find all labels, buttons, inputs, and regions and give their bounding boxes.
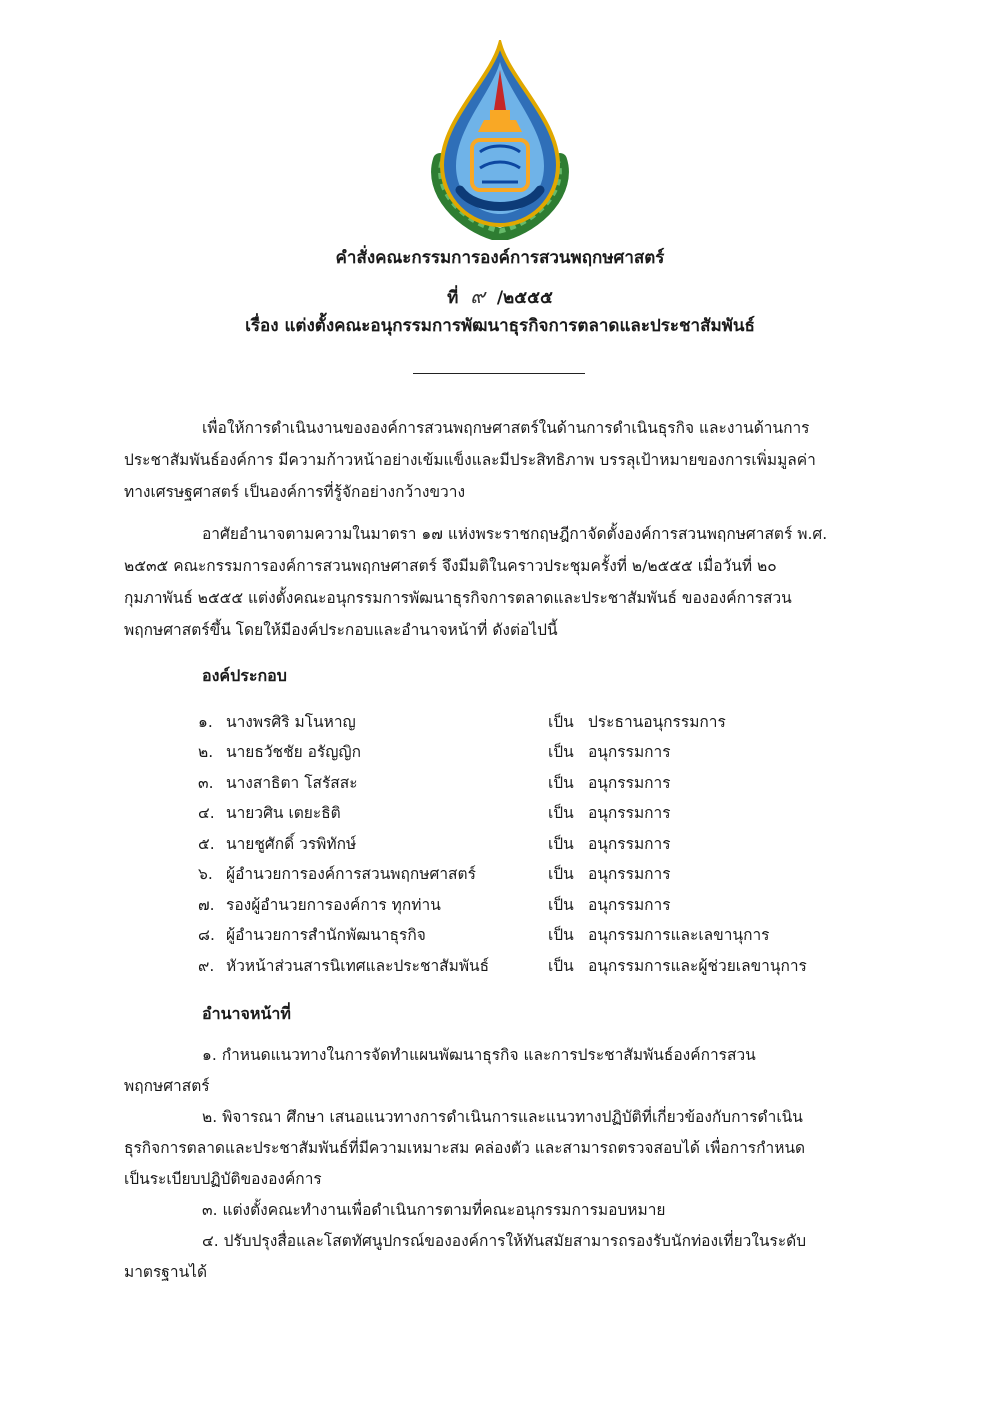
paragraph-line: ประชาสัมพันธ์องค์การ มีความก้าวหน้าอย่างเข้มแข็งและมีประสิทธิภาพ บรรลุเป้าหมายของการเพิ่มมูลค่า [124, 451, 816, 469]
composition-heading: องค์ประกอบ [202, 666, 287, 685]
member-role-prefix: เป็น [548, 804, 574, 823]
member-number: ๒. [198, 743, 214, 762]
member-name: นายวศิน เตยะธิติ [226, 804, 341, 823]
member-row [198, 828, 878, 859]
document-subject: เรื่อง แต่งตั้งคณะอนุกรรมการพัฒนาธุรกิจการตลาดและประชาสัมพันธ์ [245, 316, 755, 336]
member-row [198, 798, 878, 829]
member-role-prefix: เป็น [548, 926, 574, 945]
duty-item [124, 1040, 876, 1102]
member-role-prefix: เป็น [548, 956, 574, 975]
duty-line: ๓. แต่งตั้งคณะทำงานเพื่อดำเนินการตามที่คณะอนุกรรมการมอบหมาย [202, 1201, 666, 1219]
document-title: คำสั่งคณะกรรมการองค์การสวนพฤกษศาสตร์ [335, 248, 665, 268]
duty-item [124, 1195, 876, 1226]
member-row [198, 737, 878, 768]
paragraph-line: ทางเศรษฐศาสตร์ เป็นองค์การที่รู้จักอย่างกว้างขวาง [124, 483, 466, 501]
duties-list [124, 1040, 876, 1288]
member-role: อนุกรรมการ [588, 804, 671, 823]
member-name: นายธวัชชัย อรัญญิก [226, 743, 362, 762]
member-number: ๔. [198, 804, 215, 823]
member-number: ๓. [198, 773, 214, 792]
number-handwritten: ๙ [470, 284, 485, 308]
header-divider [413, 373, 585, 374]
member-number: ๗. [198, 895, 215, 914]
member-role: อนุกรรมการและเลขานุการ [588, 926, 770, 945]
duty-line: ๒. พิจารณา ศึกษา เสนอแนวทางการดำเนินการและแนวทางปฏิบัติที่เกี่ยวข้องกับการดำเนิน [202, 1108, 803, 1126]
member-role: อนุกรรมการ [588, 865, 671, 884]
member-role-prefix: เป็น [548, 712, 574, 731]
member-name: ผู้อำนวยการองค์การสวนพฤกษศาสตร์ [226, 865, 476, 884]
paragraph-line: ๒๕๓๕ คณะกรรมการองค์การสวนพฤกษศาสตร์ จึงมีมติในคราวประชุมครั้งที่ ๒/๒๕๕๕ เมื่อวันที่ ๒๐ [124, 557, 777, 575]
number-prefix: ที่ [447, 288, 459, 308]
member-name: ผู้อำนวยการสำนักพัฒนาธุรกิจ [226, 926, 426, 945]
member-role: อนุกรรมการและผู้ช่วยเลขานุการ [588, 956, 807, 975]
member-row [198, 767, 878, 798]
member-row [198, 889, 878, 920]
member-role: อนุกรรมการ [588, 834, 671, 853]
member-list [198, 706, 878, 981]
member-role-prefix: เป็น [548, 773, 574, 792]
number-suffix: /๒๕๕๕ [496, 288, 553, 308]
duty-line: ธุรกิจการตลาดและประชาสัมพันธ์ที่มีความเหมาะสม คล่องตัว และสามารถตรวจสอบได้ เพื่อการกำหนด [124, 1139, 806, 1157]
member-row [198, 859, 878, 890]
member-role: ประธานอนุกรรมการ [588, 712, 726, 731]
paragraph-line: พฤกษศาสตร์ขึ้น โดยให้มีองค์ประกอบและอำนาจหน้าที่ ดังต่อไปนี้ [124, 621, 558, 639]
duty-line: เป็นระเบียบปฏิบัติขององค์การ [124, 1170, 322, 1188]
member-role-prefix: เป็น [548, 743, 574, 762]
member-role: อนุกรรมการ [588, 743, 671, 762]
member-number: ๘. [198, 926, 215, 945]
duty-line: ๑. กำหนดแนวทางในการจัดทำแผนพัฒนาธุรกิจ และการประชาสัมพันธ์องค์การสวน [202, 1046, 756, 1064]
member-name: รองผู้อำนวยการองค์การ ทุกท่าน [226, 895, 441, 914]
member-role: อนุกรรมการ [588, 773, 671, 792]
member-role-prefix: เป็น [548, 865, 574, 884]
member-role: อนุกรรมการ [588, 895, 671, 914]
member-number: ๕. [198, 834, 215, 853]
organization-emblem-icon [420, 40, 580, 240]
intro-paragraph [124, 412, 876, 508]
duties-heading: อำนาจหน้าที่ [202, 1004, 291, 1023]
duty-item [124, 1102, 876, 1195]
duty-line: ๔. ปรับปรุงสื่อและโสตทัศนูปกรณ์ขององค์การให้ทันสมัยสามารถรองรับนักท่องเที่ยวในระดับ [202, 1232, 807, 1250]
paragraph-line: อาศัยอำนาจตามความในมาตรา ๑๗ แห่งพระราชกฤษฎีกาจัดตั้งองค์การสวนพฤกษศาสตร์ พ.ศ. [202, 525, 828, 543]
document-number [0, 280, 1000, 312]
member-name: นางสาธิตา โสรัสสะ [226, 773, 358, 792]
member-name: นายชูศักดิ์ วรพิทักษ์ [226, 834, 357, 853]
member-number: ๖. [198, 865, 213, 884]
duty-line: พฤกษศาสตร์ [124, 1077, 210, 1095]
member-number: ๑. [198, 712, 213, 731]
member-role-prefix: เป็น [548, 834, 574, 853]
member-row [198, 950, 878, 981]
member-row [198, 706, 878, 737]
duty-line: มาตรฐานได้ [124, 1263, 208, 1281]
member-name: หัวหน้าส่วนสารนิเทศและประชาสัมพันธ์ [226, 956, 490, 975]
member-number: ๙. [198, 956, 215, 975]
authority-paragraph [124, 518, 876, 646]
member-role-prefix: เป็น [548, 895, 574, 914]
duty-item [124, 1226, 876, 1288]
paragraph-line: เพื่อให้การดำเนินงานขององค์การสวนพฤกษศาสตร์ในด้านการดำเนินธุรกิจ และงานด้านการ [202, 419, 810, 437]
member-row [198, 920, 878, 951]
paragraph-line: กุมภาพันธ์ ๒๕๕๕ แต่งตั้งคณะอนุกรรมการพัฒนาธุรกิจการตลาดและประชาสัมพันธ์ ขององค์การสวน [124, 589, 792, 607]
member-name: นางพรศิริ มโนหาญ [226, 712, 356, 731]
